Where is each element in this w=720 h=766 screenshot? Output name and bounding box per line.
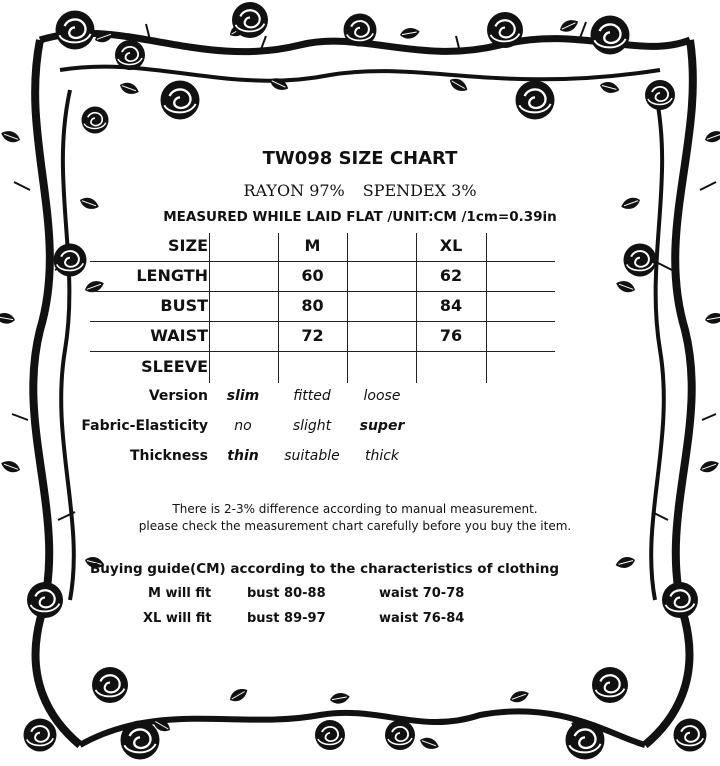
row-label-bust: BUST bbox=[160, 296, 208, 315]
length-xl: 62 bbox=[439, 266, 463, 285]
row-label-waist: WAIST bbox=[150, 326, 208, 345]
elasticity-super: super bbox=[359, 418, 405, 434]
header-xl: XL bbox=[439, 236, 463, 255]
fabric-composition bbox=[0, 181, 720, 200]
chart-title: TW098 SIZE CHART bbox=[262, 148, 458, 169]
attr-label-version: Version bbox=[148, 388, 208, 404]
measurement-note-2: please check the measurement chart carefully before you buy the item. bbox=[138, 519, 572, 533]
fabric-rayon: RAYON 97% bbox=[243, 181, 345, 200]
waist-xl: 76 bbox=[439, 326, 463, 345]
row-label-length: LENGTH bbox=[136, 266, 208, 285]
guide-xl-bust: bust 89-97 bbox=[247, 611, 326, 626]
bust-xl: 84 bbox=[439, 296, 463, 315]
waist-m: 72 bbox=[301, 326, 324, 345]
header-m: M bbox=[304, 236, 321, 255]
thickness-thin: thin bbox=[227, 448, 259, 464]
measurement-note-1: There is 2-3% difference according to manual measurement. bbox=[172, 502, 538, 516]
buying-guide-title: Buying guide(CM) according to the characteristics of clothing bbox=[90, 561, 560, 577]
bust-m: 80 bbox=[301, 296, 324, 315]
header-size: SIZE bbox=[167, 236, 208, 255]
guide-xl-waist: waist 76-84 bbox=[379, 611, 465, 626]
attr-label-elasticity: Fabric-Elasticity bbox=[81, 418, 208, 434]
elasticity-no: no bbox=[234, 418, 252, 434]
thickness-suitable: suitable bbox=[284, 448, 340, 464]
thickness-thick: thick bbox=[364, 448, 400, 464]
attr-label-thickness: Thickness bbox=[129, 448, 208, 464]
fabric-spendex: SPENDEX 3% bbox=[362, 181, 477, 200]
version-loose: loose bbox=[363, 388, 401, 404]
guide-m-size: M will fit bbox=[148, 586, 212, 601]
length-m: 60 bbox=[301, 266, 324, 285]
guide-xl-size: XL will fit bbox=[143, 611, 212, 626]
row-label-sleeve: SLEEVE bbox=[141, 357, 208, 376]
elasticity-slight: slight bbox=[292, 418, 332, 434]
guide-m-waist: waist 70-78 bbox=[379, 586, 465, 601]
version-fitted: fitted bbox=[293, 388, 331, 404]
guide-m-bust: bust 80-88 bbox=[247, 586, 326, 601]
measured-note: MEASURED WHILE LAID FLAT /UNIT:CM /1cm=0.39in bbox=[163, 209, 557, 225]
version-slim: slim bbox=[226, 388, 260, 404]
